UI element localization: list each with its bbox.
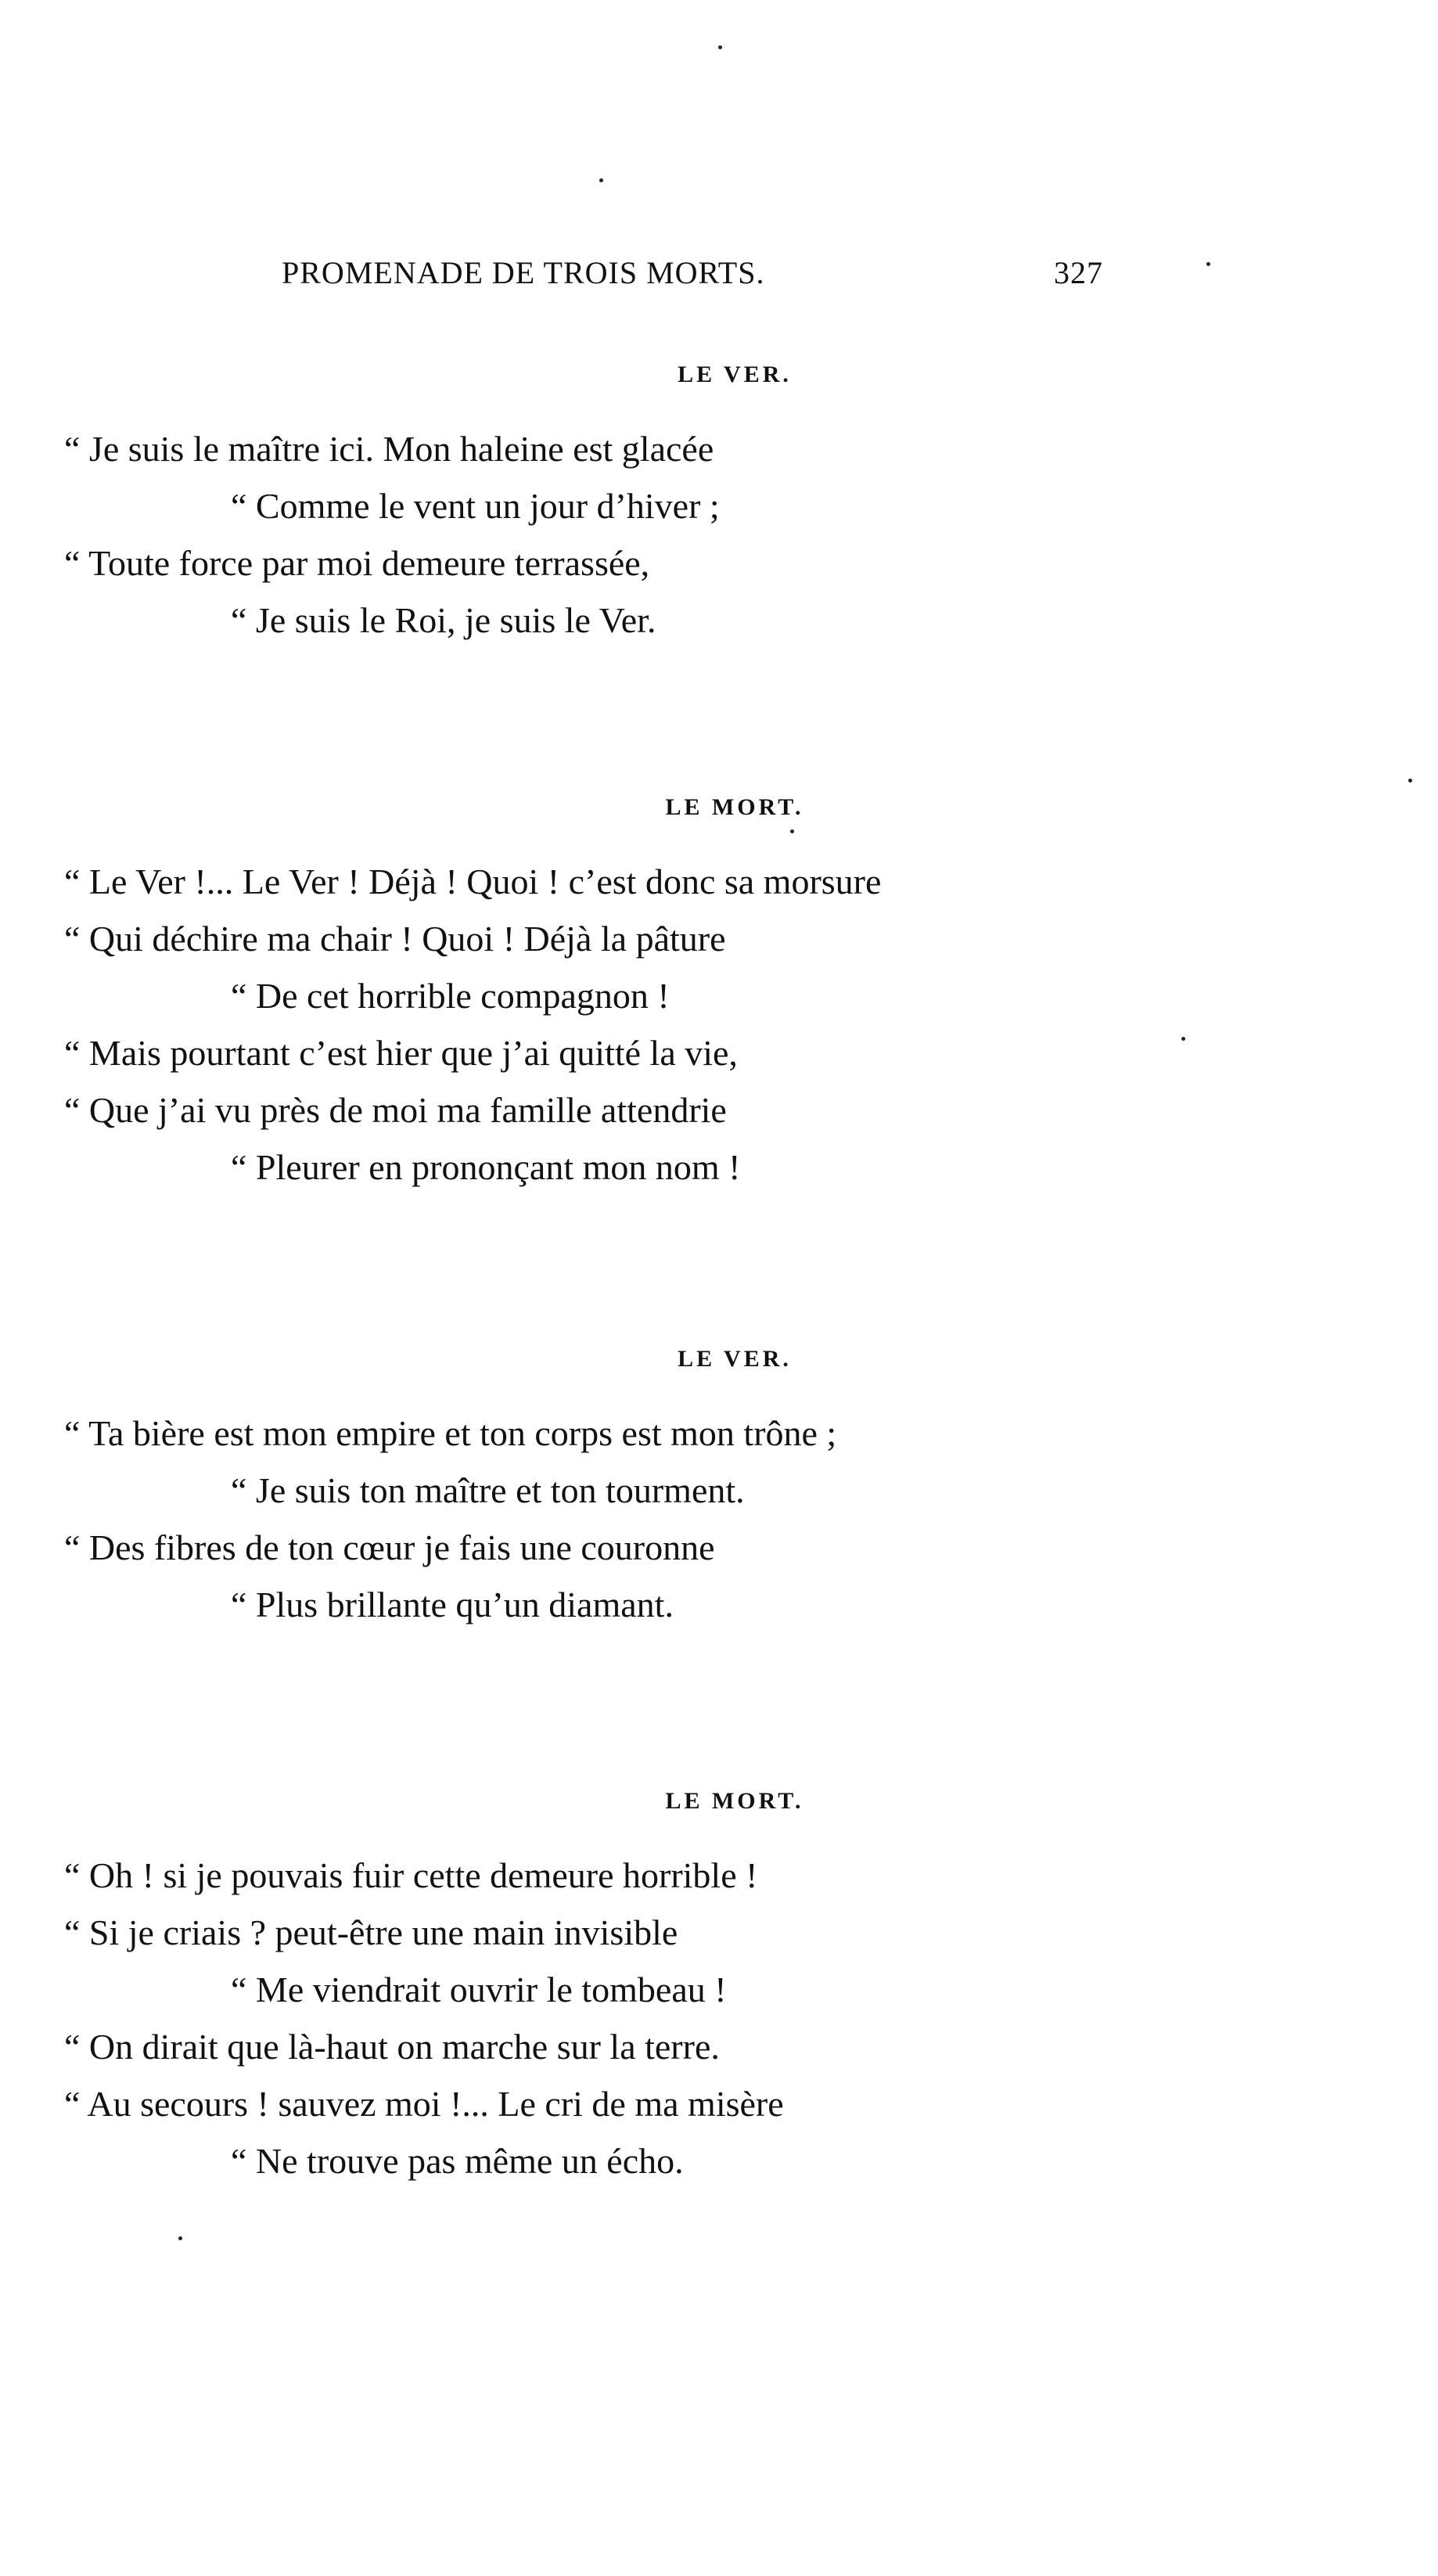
verse-line: “ Pleurer en prononçant mon nom !	[231, 1147, 741, 1187]
scan-speck	[718, 45, 722, 49]
verse-line: “ On dirait que là-haut on marche sur la terre.	[64, 2027, 720, 2067]
verse-line: “ Ta bière est mon empire et ton corps est mon trône ;	[64, 1413, 837, 1453]
verse-line: “ De cet horrible compagnon !	[231, 976, 670, 1016]
running-title: PROMENADE DE TROIS MORTS.	[282, 255, 765, 290]
page-number: 327	[1054, 255, 1103, 290]
speaker-heading: LE VER.	[678, 1346, 792, 1372]
verse-line: “ Ne trouve pas même un écho.	[231, 2141, 684, 2181]
scan-speck	[1181, 1037, 1185, 1041]
verse-line: “ Je suis le Roi, je suis le Ver.	[231, 600, 656, 640]
scan-speck	[1206, 262, 1210, 266]
verse-line: “ Plus brillante qu’un diamant.	[231, 1585, 674, 1624]
verse-line: “ Me viendrait ouvrir le tombeau !	[231, 1970, 727, 2009]
scan-speck	[1408, 779, 1412, 783]
speaker-heading: LE MORT.	[665, 794, 804, 820]
verse-line: “ Le Ver !... Le Ver ! Déjà ! Quoi ! c’est donc sa morsure	[64, 862, 882, 901]
verse-line: “ Qui déchire ma chair ! Quoi ! Déjà la pâture	[64, 919, 726, 959]
speaker-heading: LE MORT.	[665, 1788, 804, 1814]
verse-line: “ Mais pourtant c’est hier que j’ai quitté la vie,	[64, 1033, 738, 1073]
speaker-heading: LE VER.	[678, 362, 792, 387]
verse-line: “ Au secours ! sauvez moi !... Le cri de ma misère	[64, 2084, 784, 2124]
verse-line: “ Des fibres de ton cœur je fais une couronne	[64, 1527, 715, 1567]
running-head	[282, 254, 1103, 301]
scan-speck	[178, 2236, 182, 2240]
verse-line: “ Je suis le maître ici. Mon haleine est glacée	[64, 429, 714, 469]
verse-line: “ Que j’ai vu près de moi ma famille attendrie	[64, 1090, 727, 1130]
verse-line: “ Toute force par moi demeure terrassée,	[64, 543, 650, 583]
verse-line: “ Si je criais ? peut-être une main invisible	[64, 1912, 678, 1952]
verse-line: “ Comme le vent un jour d’hiver ;	[231, 486, 720, 526]
verse-line: “ Je suis ton maître et ton tourment.	[231, 1470, 745, 1510]
verse-line: “ Oh ! si je pouvais fuir cette demeure horrible !	[64, 1855, 758, 1895]
scan-speck	[790, 829, 794, 833]
scan-speck	[599, 178, 603, 182]
